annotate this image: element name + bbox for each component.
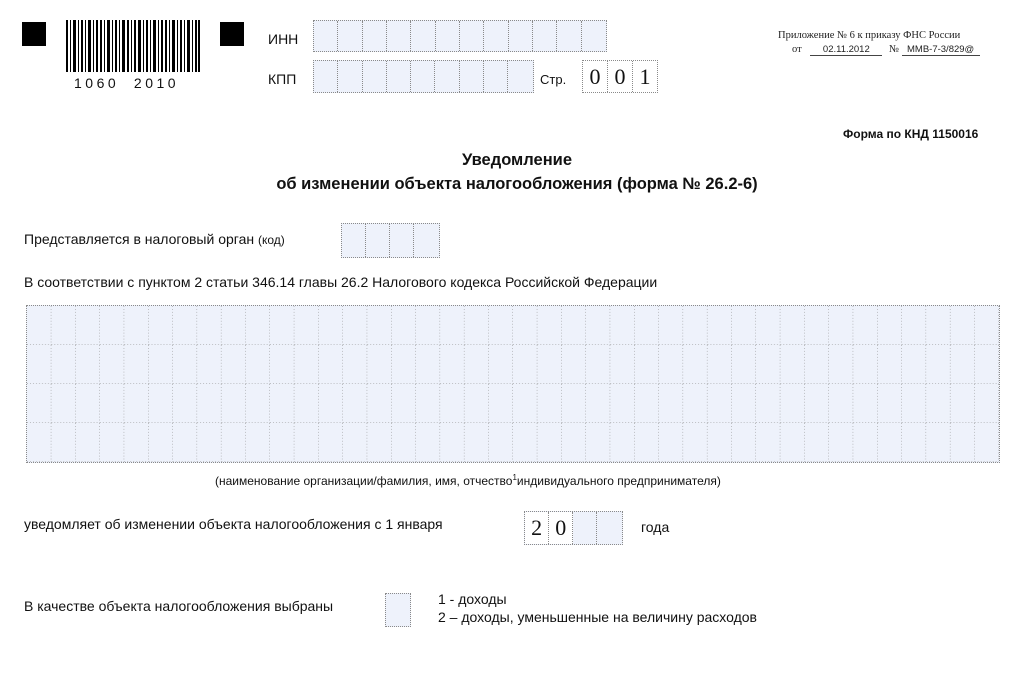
tax-authority-label: Представляется в налоговый орган (код) [24, 231, 285, 247]
kpp-label: КПП [268, 71, 297, 87]
year-suffix: года [641, 519, 670, 535]
inn-field[interactable] [313, 20, 607, 52]
title-line-2: об изменении объекта налогообложения (форма № 26.2-6) [276, 175, 758, 193]
order-date: 02.11.2012 [810, 44, 882, 56]
organization-name-field[interactable] [26, 305, 1000, 463]
year-digit: 0 [549, 512, 573, 544]
object-option-2: 2 – доходы, уменьшенные на величину расходов [438, 609, 757, 625]
form-code: Форма по КНД 1150016 [843, 127, 979, 141]
barcode [66, 20, 200, 72]
order-reference [792, 44, 980, 56]
inn-label: ИНН [268, 31, 299, 47]
barcode-number: 1060 2010 [74, 75, 180, 91]
page-digit: 1 [639, 63, 651, 89]
page-number-field[interactable] [582, 60, 658, 93]
law-reference: В соответствии с пунктом 2 статьи 346.14 главы 26.2 Налогового кодекса Российской Федерации [24, 274, 658, 290]
object-option-1: 1 - доходы [438, 591, 507, 607]
corner-marker-left [22, 22, 46, 46]
year-field[interactable] [524, 511, 623, 545]
tax-authority-code-field[interactable] [341, 223, 440, 258]
year-digit: 2 [525, 512, 549, 544]
appendix-line: Приложение № 6 к приказу ФНС России [778, 30, 961, 41]
year-digit [573, 512, 597, 544]
corner-marker-right [220, 22, 244, 46]
kpp-field[interactable] [313, 60, 534, 93]
year-digit [597, 512, 622, 544]
order-number: ММВ-7-3/829@ [902, 44, 980, 56]
page-label: Стр. [540, 72, 567, 87]
number-label: № [888, 44, 899, 55]
name-caption: (наименование организации/фамилия, имя, отчество$^1$индивидуального предпринимателя) [215, 473, 721, 488]
object-choice-label: В качестве объекта налогообложения выбраны [24, 598, 334, 614]
title-line-1: Уведомление [461, 151, 572, 169]
change-notice-label: уведомляет об изменении объекта налогообложения с 1 января [24, 516, 443, 532]
page-digit: 0 [583, 61, 608, 92]
page-digit: 0 [608, 61, 633, 92]
object-choice-field[interactable] [385, 593, 411, 627]
from-label: от [792, 44, 802, 55]
